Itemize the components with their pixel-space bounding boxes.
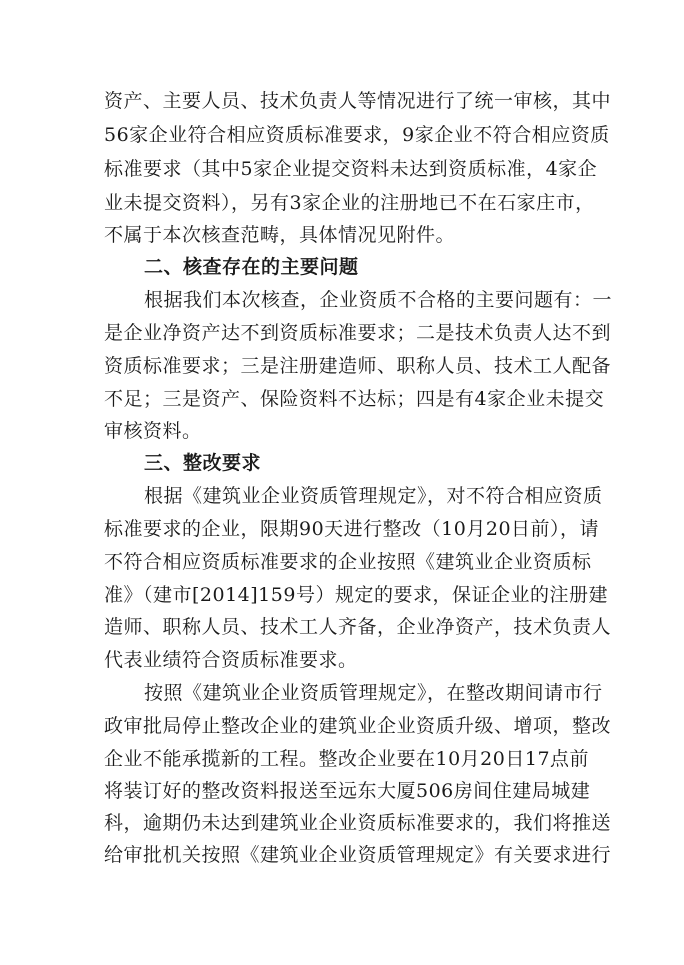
paragraph-line: 审核资料。 <box>104 420 202 442</box>
paragraph-line: 给审批机关按照《建筑业企业资质管理规定》有关要求进行 <box>104 844 612 866</box>
paragraph-line: 准》（建市[2014]159号）规定的要求，保证企业的注册建 <box>104 584 608 606</box>
paragraph-line: 资质标准要求；三是注册建造师、职称人员、技术工人配备 <box>104 355 612 377</box>
paragraph-line: 不符合相应资质标准要求的企业按照《建筑业企业资质标 <box>104 551 592 573</box>
paragraph-line: 资产、主要人员、技术负责人等情况进行了统一审核，其中 <box>104 90 612 112</box>
paragraph-line: 科，逾期仍未达到建筑业企业资质标准要求的，我们将推送 <box>104 812 612 834</box>
paragraph-line: 政审批局停止整改企业的建筑业企业资质升级、增项，整改 <box>104 715 612 737</box>
section-heading-problems: 二、核查存在的主要问题 <box>144 256 359 278</box>
paragraph-line: 代表业绩符合资质标准要求。 <box>104 649 358 671</box>
paragraph-line: 根据我们本次核查，企业资质不合格的主要问题有：一 <box>144 289 613 311</box>
paragraph-line: 将装订好的整改资料报送至远东大厦506房间住建局城建 <box>104 780 591 802</box>
paragraph-line: 根据《建筑业企业资质管理规定》，对不符合相应资质 <box>144 485 603 507</box>
paragraph-line: 标准要求的企业，限期90天进行整改（10月20日前），请 <box>104 518 600 540</box>
section-heading-rectification: 三、整改要求 <box>144 452 262 474</box>
paragraph-line: 不足；三是资产、保险资料不达标；四是有4家企业未提交 <box>104 388 605 410</box>
paragraph-line: 是企业净资产达不到资质标准要求；二是技术负责人达不到 <box>104 322 612 344</box>
paragraph-line: 造师、职称人员、技术工人齐备，企业净资产，技术负责人 <box>104 616 612 638</box>
paragraph-line: 不属于本次核查范畴，具体情况见附件。 <box>104 224 456 246</box>
paragraph-line: 企业不能承揽新的工程。整改企业要在10月20日17点前 <box>104 748 590 770</box>
paragraph-line: 56家企业符合相应资质标准要求，9家企业不符合相应资质 <box>104 124 610 146</box>
paragraph-line: 按照《建筑业企业资质管理规定》，在整改期间请市行 <box>144 682 603 704</box>
paragraph-line: 标准要求（其中5家企业提交资料未达到资质标准，4家企 <box>104 158 598 180</box>
paragraph-line: 业未提交资料），另有3家企业的注册地已不在石家庄市， <box>104 192 595 214</box>
